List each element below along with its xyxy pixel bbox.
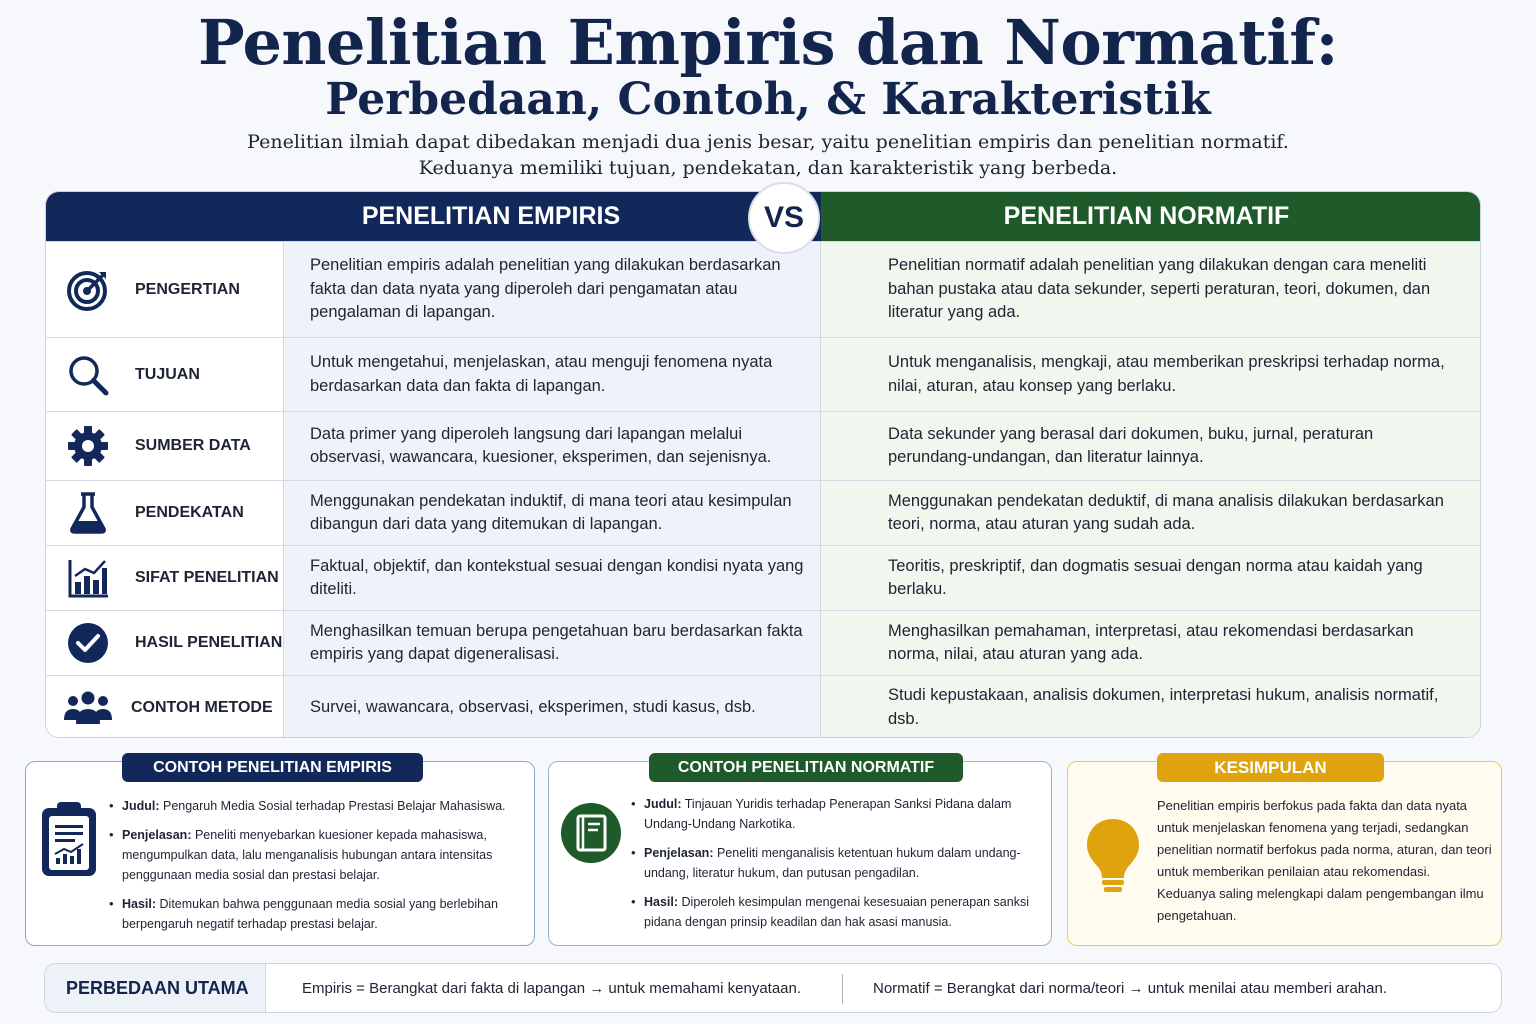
cell-empiris: Menghasilkan temuan berupa pengetahuan baru berdasarkan fakta empiris yang dapat digeneralisasi. (284, 611, 821, 675)
table-row (46, 411, 1481, 480)
list-item (122, 825, 522, 885)
cell-normatif: Menghasilkan pemahaman, interpretasi, atau rekomendasi berdasarkan norma, nilai, atau aturan yang ada. (821, 611, 1481, 675)
intro-text (0, 129, 1536, 181)
item-text: Pengaruh Media Sosial terhadap Prestasi Belajar Mahasiswa. (162, 799, 506, 813)
card-title: CONTOH PENELITIAN EMPIRIS (122, 753, 423, 782)
card-contoh-normatif (548, 758, 1052, 946)
table-row (46, 545, 1481, 610)
bar-chart-icon (66, 556, 110, 600)
cell-empiris: Data primer yang diperoleh langsung dari lapangan melalui observasi, wawancara, kuesioner, eksperimen, dan sejenisnya. (284, 412, 821, 480)
item-key: Hasil: (122, 897, 157, 911)
flask-icon (66, 491, 110, 535)
list-item (122, 894, 522, 934)
cell-empiris: Untuk mengetahui, menjelaskan, atau menguji fenomena nyata berdasarkan data dan fakta di lapangan. (284, 338, 821, 411)
intro-line-1: Penelitian ilmiah dapat dibedakan menjadi dua jenis besar, yaitu penelitian empiris dan penelitian normatif. (247, 131, 1289, 153)
table-row (46, 480, 1481, 545)
intro-line-2: Keduanya memiliki tujuan, pendekatan, dan karakteristik yang berbeda. (418, 157, 1118, 179)
people-icon (62, 686, 114, 730)
row-label: CONTOH METODE (131, 698, 273, 716)
cell-empiris: Faktual, objektif, dan kontekstual sesuai dengan kondisi nyata yang diteliti. (284, 546, 821, 610)
comparison-table (45, 191, 1481, 738)
item-key: Hasil: (644, 895, 679, 909)
cell-empiris: Survei, wawancara, observasi, eksperimen, studi kasus, dsb. (284, 676, 821, 738)
summary-bar (44, 963, 1502, 1013)
table-row (46, 241, 1481, 337)
list-item (644, 843, 1039, 883)
item-text: Tinjauan Yuridis terhadap Penerapan Sanksi Pidana dalam Undang-Undang Narkotika. (644, 797, 1012, 831)
table-row (46, 610, 1481, 675)
card-list (122, 796, 522, 943)
summary-divider (842, 974, 843, 1004)
row-label-cell (46, 546, 284, 610)
card-title: CONTOH PENELITIAN NORMATIF (649, 753, 963, 782)
row-label-cell (46, 676, 284, 738)
row-label: PENDEKATAN (135, 504, 244, 521)
item-key: Penjelasan: (122, 828, 192, 842)
header-empiris: PENELITIAN EMPIRIS (46, 192, 821, 241)
item-key: Judul: (122, 799, 160, 813)
row-label: SIFAT PENELITIAN (135, 569, 279, 586)
lightbulb-icon (1085, 817, 1141, 900)
table-row (46, 337, 1481, 411)
item-text: Peneliti menganalisis ketentuan hukum dalam undang-undang, literatur hukum, dan putusan pengadilan. (644, 846, 1021, 880)
summary-empiris: Empiris = Berangkat dari fakta di lapangan → untuk memahami kenyataan. (302, 979, 802, 997)
book-icon (560, 802, 622, 869)
row-label-cell (46, 242, 284, 337)
cell-normatif: Penelitian normatif adalah penelitian yang dilakukan dengan cara meneliti bahan pustaka atau data sekunder, seperti peraturan, teori, dokumen, dan literatur yang ada. (821, 242, 1481, 337)
cell-normatif: Untuk menganalisis, mengkaji, atau memberikan preskripsi terhadap norma, nilai, aturan, atau konsep yang berlaku. (821, 338, 1481, 411)
cell-normatif: Teoritis, preskriptif, dan dogmatis sesuai dengan norma atau kaidah yang berlaku. (821, 546, 1481, 610)
row-label: HASIL PENELITIAN (135, 634, 283, 651)
card-kesimpulan (1067, 757, 1502, 946)
row-label: PENGERTIAN (135, 280, 240, 298)
row-label-cell (46, 338, 284, 411)
item-text: Diperoleh kesimpulan mengenai kesesuaian penerapan sanksi pidana dengan prinsip keadilan dan hak asasi manusia. (644, 895, 1029, 929)
check-circle-icon (66, 621, 110, 665)
row-label-cell (46, 412, 284, 480)
cell-empiris: Penelitian empiris adalah penelitian yang dilakukan berdasarkan fakta dan data nyata yang diperoleh dari pengamatan atau pengalaman di lapangan. (284, 242, 821, 337)
row-label: TUJUAN (135, 365, 200, 383)
item-key: Judul: (644, 797, 682, 811)
target-icon (66, 268, 110, 312)
row-label-cell (46, 481, 284, 545)
row-label-cell (46, 611, 284, 675)
gear-icon (66, 424, 110, 468)
list-item (644, 794, 1039, 834)
row-label: SUMBER DATA (135, 437, 251, 454)
list-item (644, 892, 1039, 932)
cell-normatif: Studi kepustakaan, analisis dokumen, interpretasi hukum, analisis normatif, dsb. (821, 676, 1481, 738)
summary-label: PERBEDAAN UTAMA (45, 964, 266, 1012)
card-title: KESIMPULAN (1157, 753, 1384, 782)
card-contoh-empiris (25, 758, 535, 946)
cell-normatif: Menggunakan pendekatan deduktif, di mana analisis dilakukan berdasarkan teori, norma, atau aturan yang sudah ada. (821, 481, 1481, 545)
item-key: Penjelasan: (644, 846, 714, 860)
item-text: Peneliti menyebarkan kuesioner kepada mahasiswa, mengumpulkan data, lalu menganalisis hubungan antara intensitas penggunaan media sosial dan prestasi belajar. (122, 828, 493, 882)
card-list (644, 794, 1039, 941)
table-row (46, 675, 1481, 738)
search-icon (66, 353, 110, 397)
page-subtitle: Perbedaan, Contoh, & Karakteristik (325, 74, 1211, 125)
item-text: Ditemukan bahwa penggunaan media sosial yang berlebihan berpengaruh negatif terhadap prestasi belajar. (122, 897, 498, 931)
list-item (122, 796, 522, 816)
cell-empiris: Menggunakan pendekatan induktif, di mana teori atau kesimpulan dibangun dari data yang ditemukan di lapangan. (284, 481, 821, 545)
clipboard-chart-icon (39, 800, 99, 883)
header-normatif: PENELITIAN NORMATIF (821, 192, 1481, 241)
cell-normatif: Data sekunder yang berasal dari dokumen, buku, jurnal, peraturan perundang-undangan, dan literatur lainnya. (821, 412, 1481, 480)
vs-badge: VS (748, 182, 820, 254)
summary-normatif: Normatif = Berangkat dari norma/teori → untuk menilai atau memberi arahan. (873, 979, 1387, 997)
kesimpulan-text: Penelitian empiris berfokus pada fakta dan data nyata untuk menjelaskan fenomena yang terjadi, sedangkan penelitian normatif berfokus pada norma, aturan, dan teori untuk memberikan penilaian atau rekomendasi. Keduanya saling melengkapi dalam pengembangan ilmu pengetahuan. (1157, 798, 1492, 923)
page-title: Penelitian Empiris dan Normatif: (198, 6, 1338, 79)
